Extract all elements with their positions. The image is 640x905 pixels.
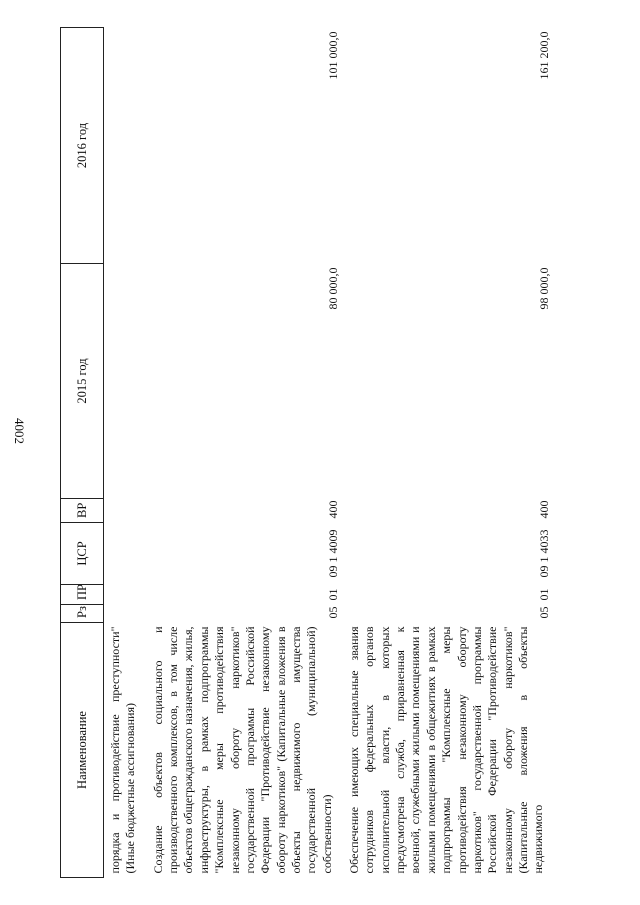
table-row [343,28,555,878]
row-csr: 09 1 4033 [537,529,552,578]
row-name: Создание объектов социального и производственного комплексов, в том числе объектов общегражданского назначения, жилья, инфраструктуры, в рамках подпрограммы "Комплексные меры противодействия незаконному обороту наркотиков" государственной программы Российской Федерации "Противодействие незаконному обороту наркотиков" (Капитальные вложения в объекты недвижимого имущества государственной (муниципальной) собственности) [150,626,334,874]
row-2016: 101 000,0 [325,31,340,80]
row-vr [104,499,147,523]
header-csr: ЦСР [61,523,104,585]
row-2016: 161 200,0 [537,31,552,80]
row-vr: 400 [537,500,552,519]
budget-table [60,27,555,878]
row-csr [104,523,147,585]
rotated-page [60,28,580,878]
header-pr: ПР [61,585,104,605]
row-vr: 400 [325,500,340,519]
row-name: порядка и противодействие преступности" (Иные бюджетные ассигнования) [108,626,138,874]
table-row [104,28,147,878]
row-2016 [104,28,147,264]
row-2015: 98 000,0 [537,267,552,310]
row-csr: 09 1 4009 [325,529,340,578]
row-rz: 05 [537,606,552,619]
row-pr: 01 [325,588,340,601]
budget-table-frame [60,28,580,878]
row-2015: 80 000,0 [325,267,340,310]
table-row [147,28,343,878]
page-number: 4002 [12,418,27,444]
header-2016: 2016 год [61,28,104,264]
header-name: Наименование [61,623,104,878]
row-2015 [104,264,147,499]
row-rz [104,605,147,623]
row-rz: 05 [325,606,340,619]
row-pr [104,585,147,605]
header-rz: Рз [61,605,104,623]
row-pr: 01 [537,588,552,601]
row-name: Обеспечение имеющих специальные звания сотрудников федеральных органов исполнительной власти, в которых предусмотрена служба, приравненная к военной, служебными жилыми помещениями и жилыми помещениями в общежитиях в рамках подпрограммы "Комплексные меры противодействия незаконному обороту наркотиков" государственной программы Российской Федерации "Противодействие незаконному обороту наркотиков" (Капитальные вложения в объекты недвижимого [347,626,546,874]
header-2015: 2015 год [61,264,104,499]
header-vr: ВР [61,499,104,523]
table-header-row [61,28,104,878]
